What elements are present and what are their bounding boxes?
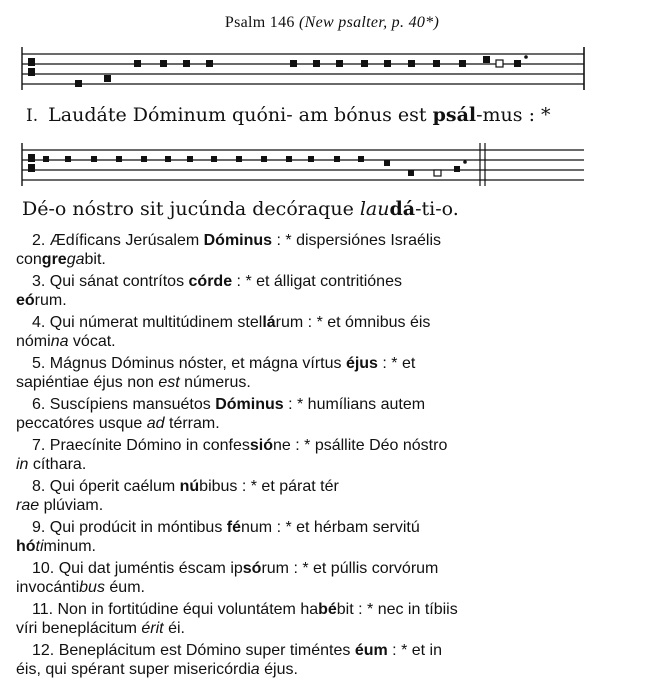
verse-2: 2. Ædíficans Jerúsalem Dóminus : * dispersiónes Israélis congregabit. — [16, 232, 442, 268]
psalm-title — [0, 14, 664, 32]
verse-9: 9. Qui prodúcit in móntibus fénum : * et hérbam servitú hótiminum. — [16, 519, 420, 555]
psalm-number: Psalm 146 — [224, 14, 295, 31]
psalm-verses — [16, 231, 586, 682]
chant-staff-2 — [18, 138, 586, 188]
verse-6: 6. Suscípiens mansuétos Dóminus : * humílians autem peccatóres usque ad térram. — [16, 396, 426, 432]
notes-staff-2 — [28, 154, 467, 176]
verse-10: 10. Qui dat juméntis éscam ipsórum : * et púllis corvórum invocántibus éum. — [16, 560, 439, 596]
verse-11: 11. Non in fortitúdine équi voluntátem habébit : * nec in tíbiis víri beneplácitum érit éi. — [16, 601, 458, 637]
verse-8: 8. Qui óperit caélum núbibus : * et párat tér rae plúviam. — [16, 478, 339, 514]
chant-staff-1 — [18, 42, 586, 92]
verse-3: 3. Qui sánat contrítos córde : * et álligat contritiónes eórum. — [16, 273, 402, 309]
notes-staff-1 — [28, 55, 528, 87]
verse-4: 4. Qui númerat multitúdinem stellárum : * et ómnibus éis nómina vócat. — [16, 314, 431, 350]
verse-1-line-1: I. Laudáte Dóminum quóni- am bónus est psál-mus : * — [26, 104, 551, 126]
verse-1-line-2: Dé-o nóstro sit jucúnda decóraque laudá-ti-o. — [22, 198, 459, 220]
psalter-source: (New psalter, p. 40*) — [299, 14, 440, 31]
verse-12: 12. Beneplácitum est Dómino super timéntes éum : * et in éis, qui spérant super misericórdia éjus. — [16, 642, 442, 678]
verse-7: 7. Praecínite Dómino in confessióne : * psállite Déo nóstro in cíthara. — [16, 437, 448, 473]
verse-5: 5. Mágnus Dóminus nóster, et mágna vírtus éjus : * et sapiéntiae éjus non est númerus. — [16, 355, 416, 391]
